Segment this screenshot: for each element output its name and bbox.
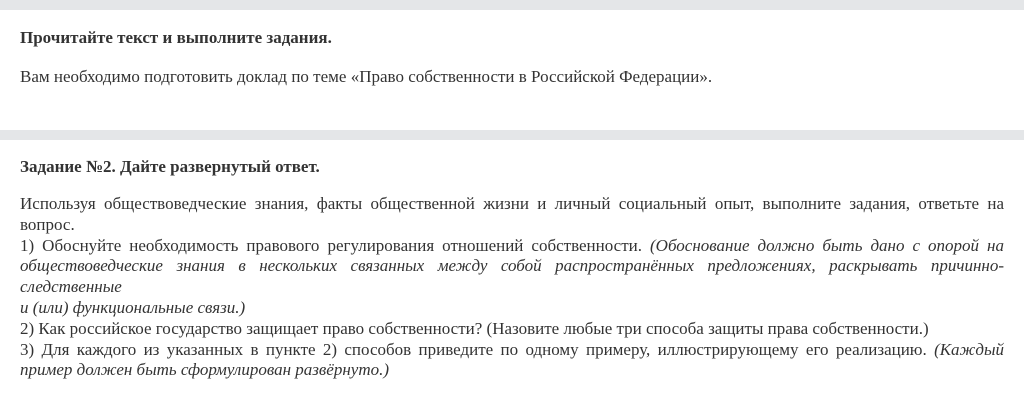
- question-3-text: 3) Для каждого из указанных в пункте 2) способов приведите по одному примеру, иллюстрирующему его реализацию.: [20, 339, 935, 359]
- report-topic-text: Вам необходимо подготовить доклад по теме «Право собственности в Российской Федерации».: [20, 67, 713, 86]
- question-2: 2) Как российское государство защищает право собственности? (Назовите любые три способа защиты права собственности.): [20, 318, 929, 338]
- task-body: [20, 194, 1004, 381]
- reading-heading: Прочитайте текст и выполните задания.: [20, 28, 332, 47]
- task-heading: Задание №2. Дайте развернутый ответ.: [20, 157, 320, 176]
- question-1-note: (Обоснование должно быть дано с опорой на обществоведческие знания в нескольких связанных между собой распространённых предложениях, раскрывать причинно-следственные: [20, 235, 1004, 297]
- reading-panel: [0, 10, 1024, 130]
- question-1-note-continued: и (или) функциональные связи.): [20, 297, 246, 317]
- question-1-text: 1) Обоснуйте необходимость правового регулирования отношений собственности.: [20, 235, 651, 255]
- question-1: [20, 236, 1004, 298]
- task-panel: [0, 140, 1024, 417]
- task-intro: Используя обществоведческие знания, факты общественной жизни и личный социальный опыт, выполните задания, ответьте на вопрос.: [20, 194, 1004, 234]
- question-3-note: (Каждый пример должен быть сформулирован развёрнуто.): [20, 339, 1004, 380]
- question-3: [20, 340, 1004, 382]
